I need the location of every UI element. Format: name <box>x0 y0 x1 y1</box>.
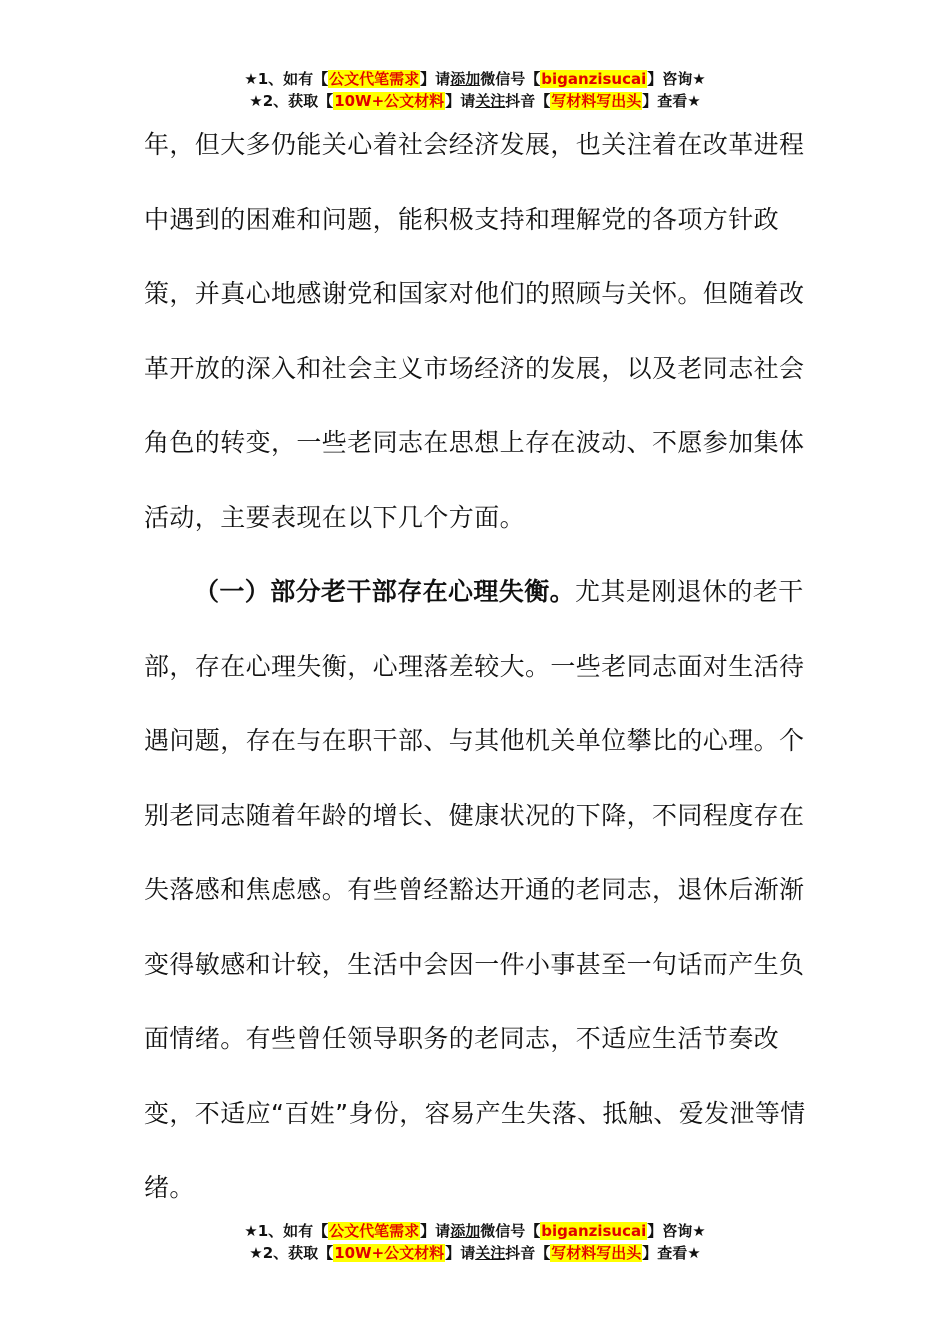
banner-line-2: ★2、获取【10W+公文材料】请关注抖音【写材料写出头】查看★ <box>249 1244 701 1262</box>
highlight-wechat-id: biganzisucai <box>541 70 647 88</box>
highlight-materials: 10W+公文材料 <box>334 92 445 110</box>
paragraph-1: 年，但大多仍能关心着社会经济发展，也关注着在改革进程中遇到的困难和问题，能积极支持和理解党的各项方针政策，并真心地感谢党和国家对他们的照顾与关怀。但随着改革开放的深入和社会主义市场经济的发展，以及老同志社会角色的转变，一些老同志在思想上存在波动、不愿参加集体活动，主要表现在以下几个方面。 <box>144 130 805 532</box>
highlight-materials: 10W+公文材料 <box>334 1244 445 1262</box>
highlight-service: 公文代笔需求 <box>329 70 420 88</box>
header-banner <box>0 68 950 112</box>
highlight-wechat-id: biganzisucai <box>541 1222 647 1240</box>
paragraph-2: （一）部分老干部存在心理失衡。尤其是刚退休的老干部，存在心理失衡，心理落差较大。一些老同志面对生活待遇问题，存在与在职干部、与其他机关单位攀比的心理。个别老同志随着年龄的增长、健康状况的下降，不同程度存在失落感和焦虑感。有些曾经豁达开通的老同志，退休后渐渐变得敏感和计较，生活中会因一件小事甚至一句话而产生负面情绪。有些曾任领导职务的老同志，不适应生活节奏改变，不适应“百姓”身份，容易产生失落、抵触、爱发泄等情绪。 <box>144 577 806 1202</box>
document-body <box>144 108 806 1226</box>
footer-banner <box>0 1220 950 1264</box>
banner-line-1: ★1、如有【公文代笔需求】请添加微信号【biganzisucai】咨询★ <box>244 70 706 88</box>
highlight-service: 公文代笔需求 <box>329 1222 420 1240</box>
banner-line-1: ★1、如有【公文代笔需求】请添加微信号【biganzisucai】咨询★ <box>244 1222 706 1240</box>
highlight-douyin: 写材料写出头 <box>551 1244 642 1262</box>
section-heading: （一）部分老干部存在心理失衡。 <box>194 577 576 606</box>
banner-line-2: ★2、获取【10W+公文材料】请关注抖音【写材料写出头】查看★ <box>249 92 701 110</box>
highlight-douyin: 写材料写出头 <box>551 92 642 110</box>
